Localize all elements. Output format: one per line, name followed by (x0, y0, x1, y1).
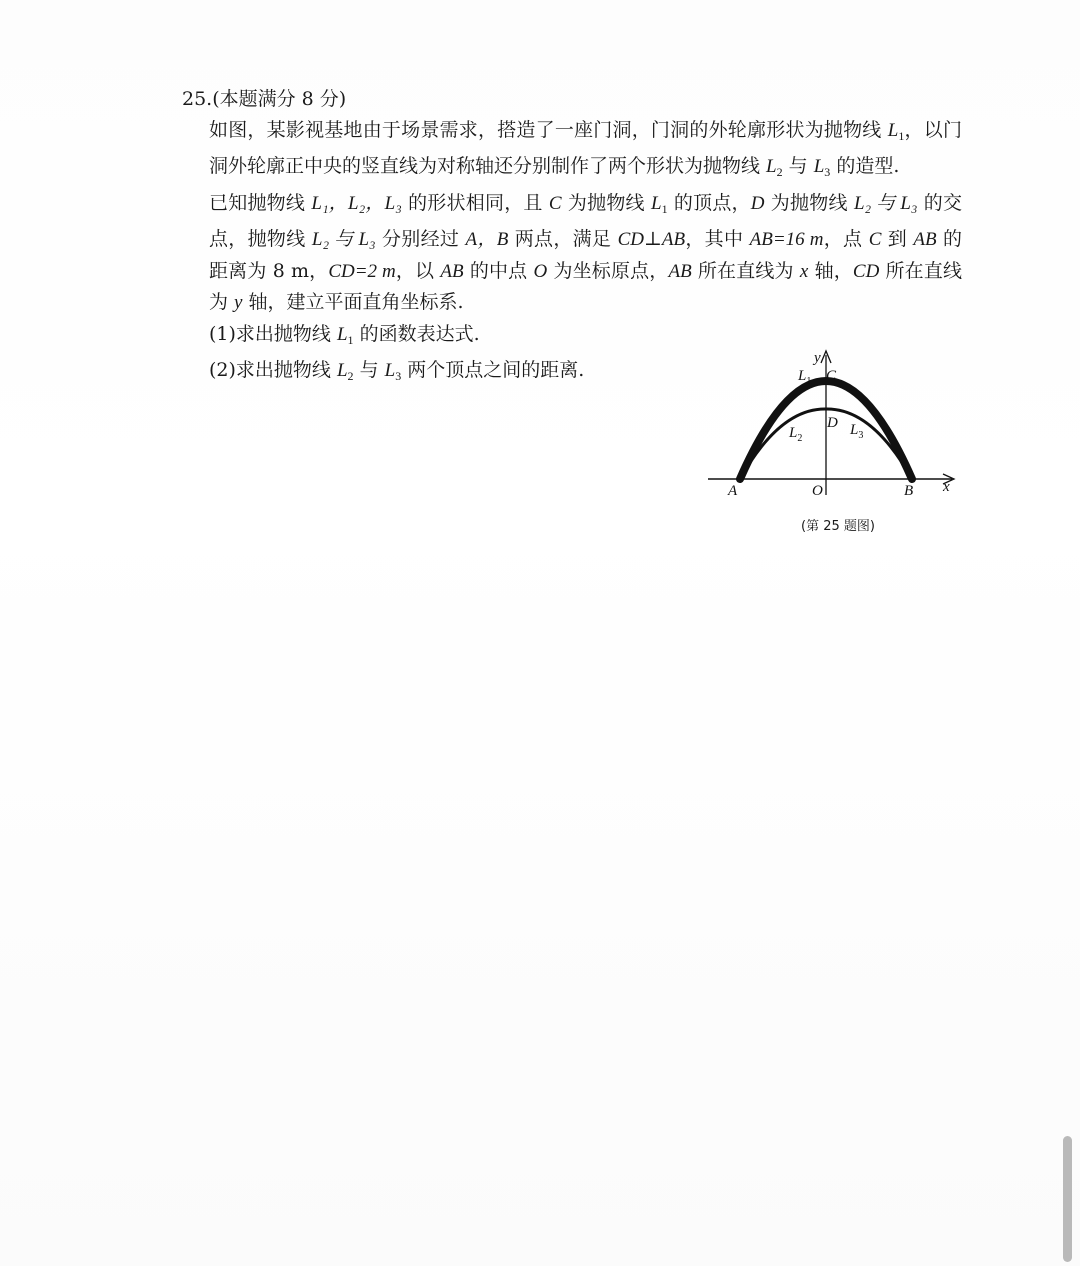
question-header (182, 84, 962, 115)
label-D: D (827, 415, 838, 431)
figure-caption: (第 25 题图) (801, 519, 875, 534)
paragraph-conditions: 已知抛物线 L₁，L₂，L₃ 的形状相同，且 C 为抛物线 $L_1$ 的顶点，D 为抛物线 L₂ 与 L₃ 的交点，抛物线 L₂ 与 L₃ 分别经过 A，B 两点，满足 CD⊥AB，其中 AB=16 m，点 C 到 AB 的距离为 8 m，CD=2 m，以 AB 的中点 O 为坐标原点，AB 所在直线为 x 轴，CD 所在直线为 y 轴，建立平面直角坐标系. (209, 191, 963, 313)
label-O: O (812, 483, 823, 499)
sub-question-1: (1)求出抛物线 $L_1$ 的函数表达式. (209, 322, 480, 347)
label-y-axis: y (814, 350, 821, 366)
label-L3: $L_3$ (850, 422, 864, 441)
question-score: (本题满分 8 分) (212, 88, 347, 110)
paragraph-intro: 如图，某影视基地由于场景需求，搭造了一座门洞，门洞的外轮廓形状为抛物线 $L_1$，以门洞外轮廓正中央的竖直线为对称轴还分别制作了两个形状为抛物线 $L_2$ 与 $L_3$ 的造型. (209, 118, 962, 179)
question-number: 25. (182, 88, 213, 110)
parabola-figure (700, 345, 970, 545)
vertical-scrollbar[interactable] (1063, 1136, 1072, 1262)
label-L2: $L_2$ (789, 425, 803, 444)
label-L1: $L_1$ (798, 368, 812, 387)
label-A: A (728, 483, 738, 499)
figure-diagram (700, 345, 970, 515)
sub-question-2: (2)求出抛物线 $L_2$ 与 $L_3$ 两个顶点之间的距离. (209, 359, 585, 383)
label-B: B (904, 483, 914, 499)
label-x-axis: x (943, 479, 950, 495)
label-C: C (826, 368, 837, 384)
